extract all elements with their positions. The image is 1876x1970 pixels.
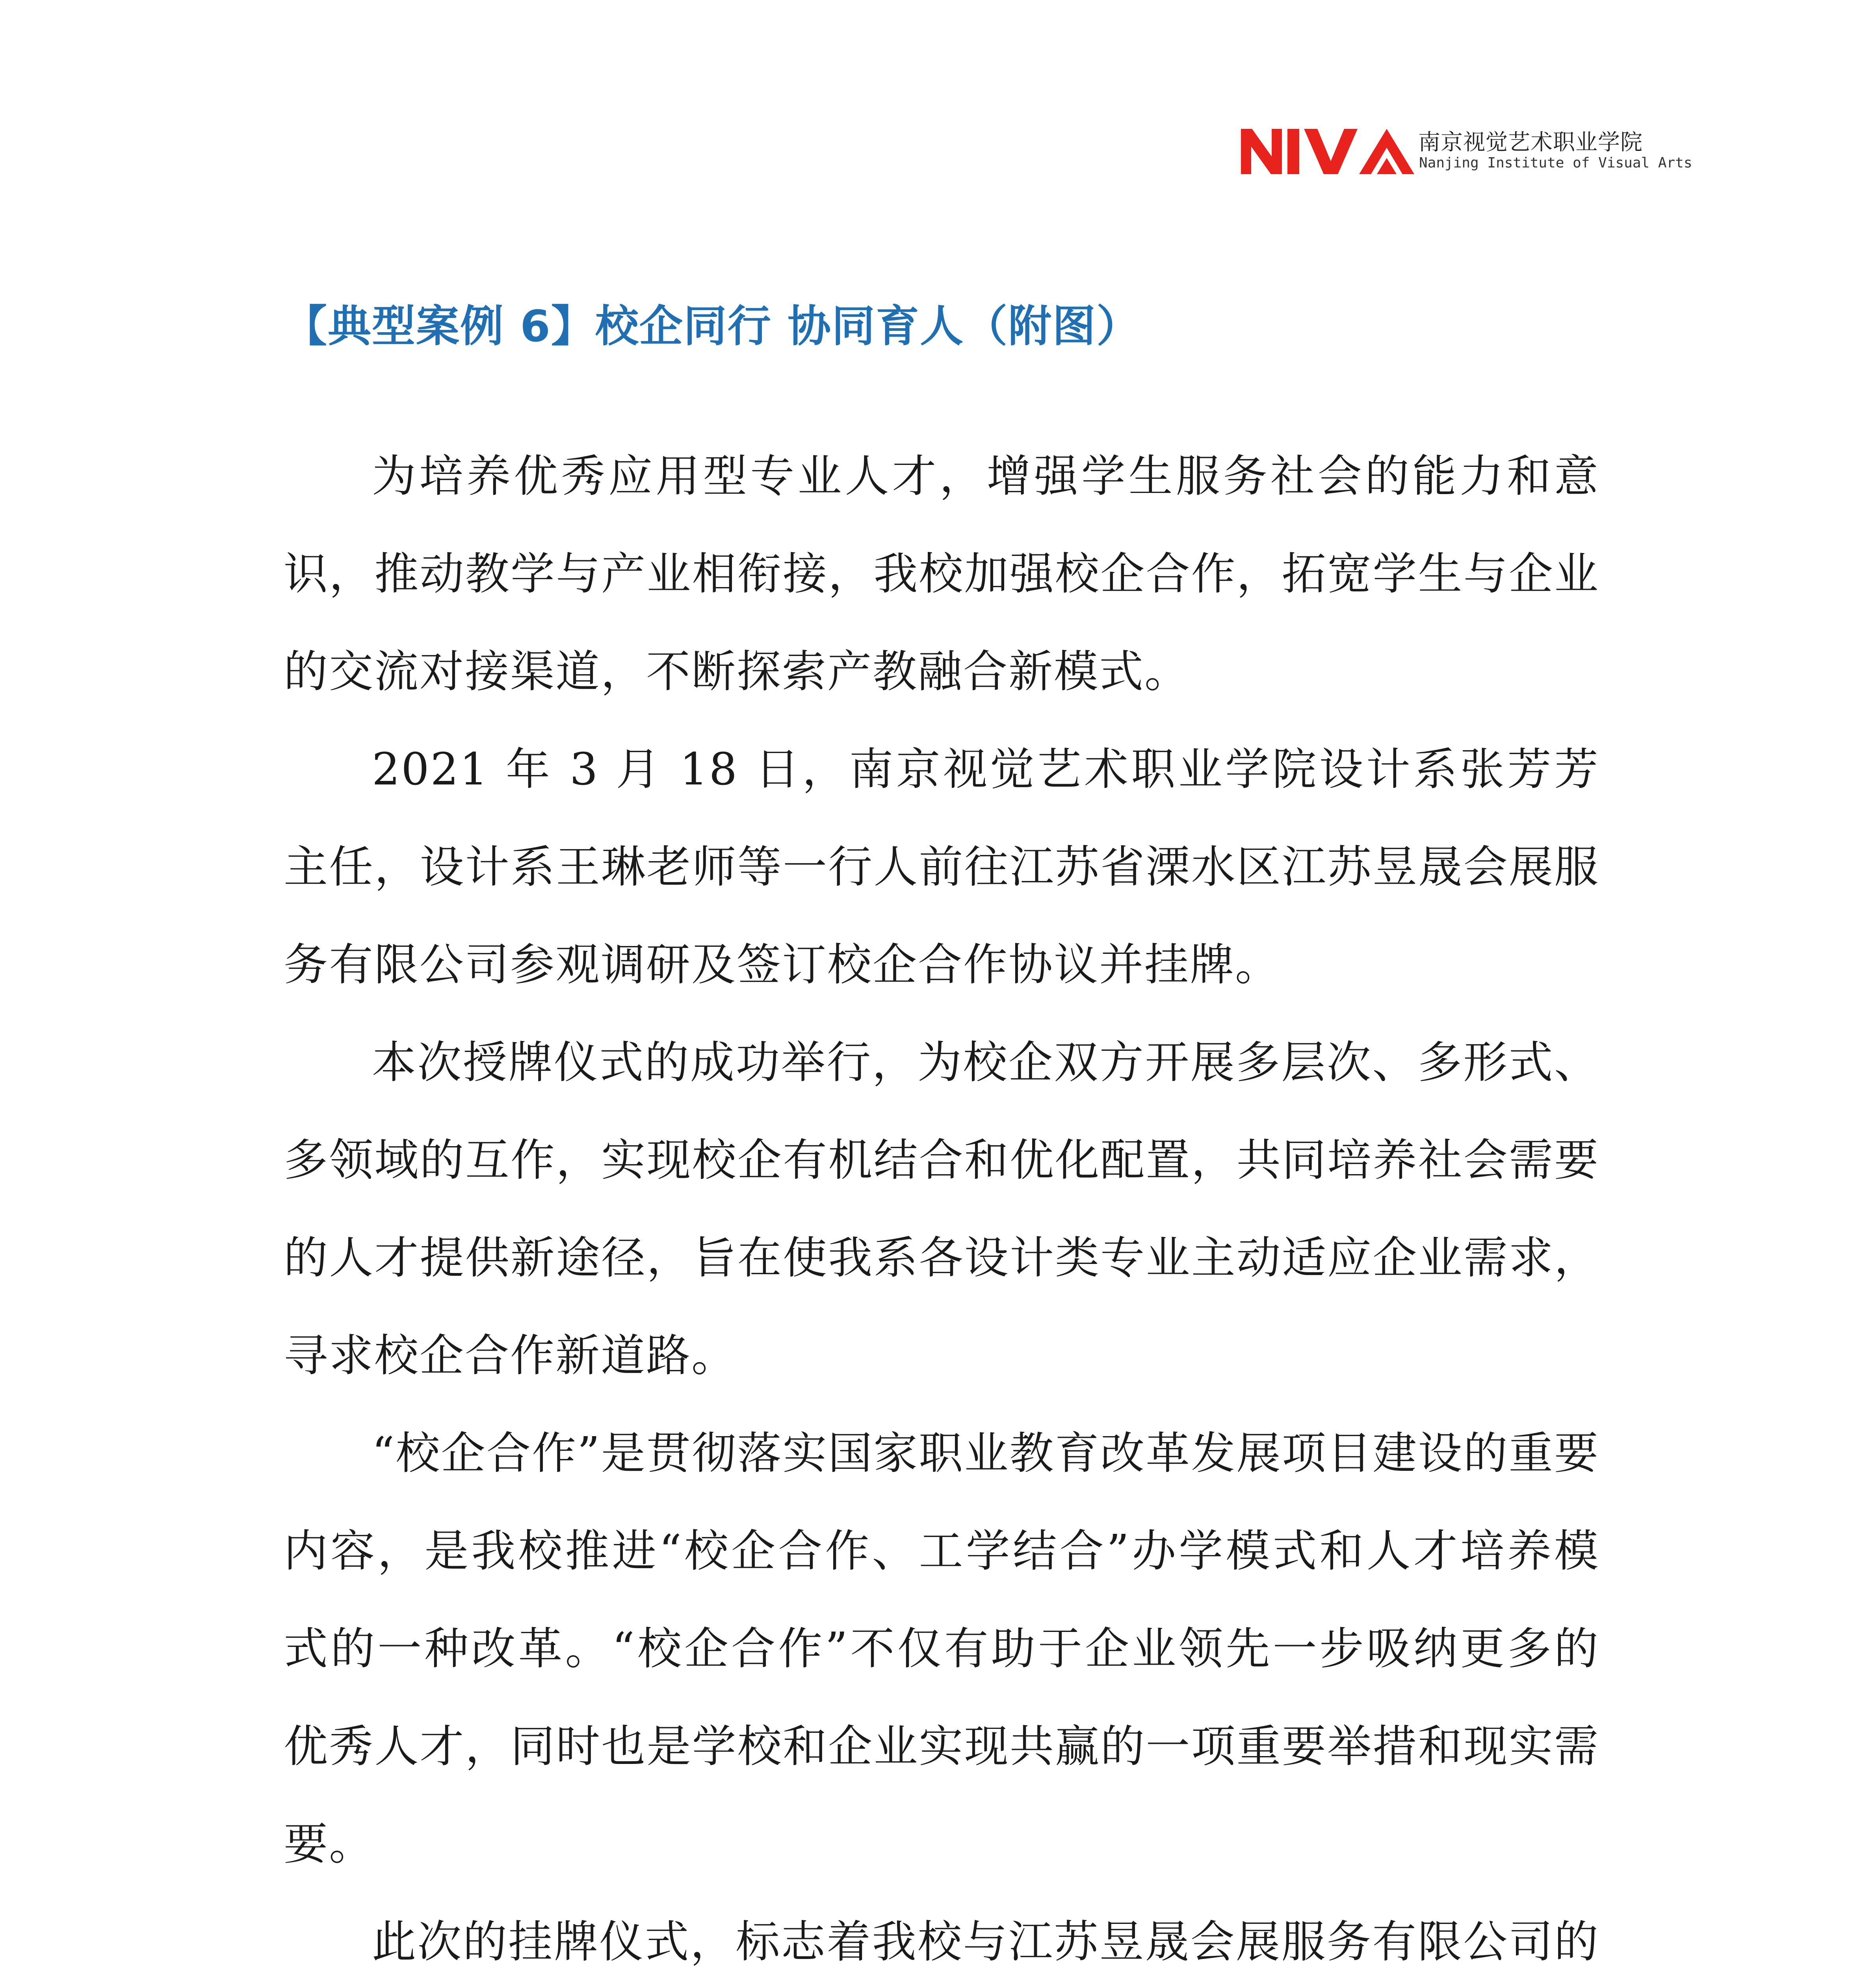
logo-school-name-en: Nanjing Institute of Visual Arts — [1419, 155, 1692, 171]
paragraph-3: 本次授牌仪式的成功举行，为校企双方开展多层次、多形式、多领域的互作，实现校企有机结合和优化配置，共同培养社会需要的人才提供新途径，旨在使我系各设计类专业主动适应企业需求，寻求校企合作新道路。 — [284, 1037, 1599, 1381]
paragraph-2: 2021 年 3 月 18 日，南京视觉艺术职业学院设计系张芳芳主任，设计系王琳老师等一行人前往江苏省溧水区江苏昱晟会展服务有限公司参观调研及签订校企合作协议并挂牌。 — [284, 744, 1599, 991]
paragraph-5: 此次的挂牌仪式，标志着我校与江苏昱晟会展服务有限公司的 — [372, 1916, 1599, 1968]
logo-school-name-cn: 南京视觉艺术职业学院 — [1418, 130, 1643, 155]
article-body — [284, 427, 1599, 1970]
case-title: 【典型案例 6】校企同行 协同育人（附图） — [284, 301, 1141, 351]
niva-logo-mark — [1241, 129, 1414, 174]
school-logo — [1241, 120, 1692, 183]
paragraph-1: 为培养优秀应用型专业人才，增强学生服务社会的能力和意识，推动教学与产业相衔接，我校加强校企合作，拓宽学生与企业的交流对接渠道，不断探索产教融合新模式。 — [284, 451, 1599, 697]
paragraph-4: “校企合作”是贯彻落实国家职业教育改革发展项目建设的重要内容，是我校推进“校企合作、工学结合”办学模式和人才培养模式的一种改革。“校企合作”不仅有助于企业领先一步吸纳更多的优秀人才，同时也是学校和企业实现共赢的一项重要举措和现实需要。 — [284, 1428, 1599, 1870]
